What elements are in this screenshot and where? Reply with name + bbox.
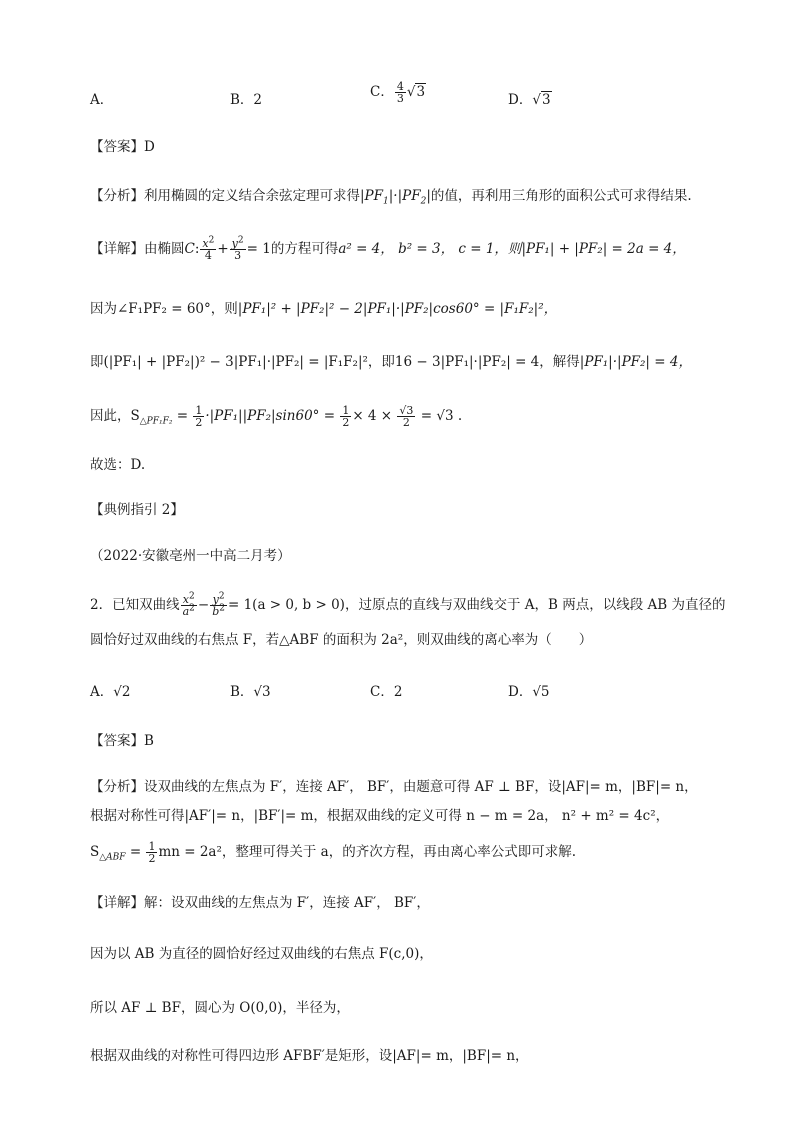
- q2-analysis-line-2: 根据对称性可得|AF′|= n，|BF′|= m，根据双曲线的定义可得 n − m = 2a， n² + m² = 4c²，: [90, 808, 670, 824]
- q2-stem-line-2: 圆恰好过双曲线的右焦点 F，若△ABF 的面积为 2a²，则双曲线的离心率为（ ）: [90, 632, 593, 648]
- q1-detail-line-3: 即(|PF₁| + |PF₂|)² − 3|PF₁|·|PF₂| = |F₁F₂|²，即16 − 3|PF₁|·|PF₂| = 4，解得|PF₁|·|PF₂| = 4，: [90, 354, 692, 370]
- q1-option-c: C． $\frac{4}{3}$ √3: [370, 80, 426, 105]
- q2-detail-line-1: 【详解】解：设双曲线的左焦点为 F′，连接 AF′， BF′，: [90, 895, 430, 911]
- q2-analysis-line-3: $S_{\triangle ABF}$ = $\frac{1}{2}$ mn = 2a²，整理可得关于 a，的齐次方程，再由离心率公式即可求解.: [90, 840, 577, 865]
- q2-detail-line-3: 所以 AF ⊥ BF，圆心为 O(0,0)，半径为，: [90, 1000, 350, 1016]
- analysis-label: 【分析】: [90, 188, 144, 204]
- q2-analysis-line-1: 【分析】设双曲线的左焦点为 F′，连接 AF′， BF′，由题意可得 AF ⊥ BF，设|AF|= m，|BF|= n，: [90, 779, 698, 795]
- q1-detail-line-1: 【详解】由椭圆C: $\frac{x^2}{4}$ + $\frac{y^2}{3}$ = 1的方程可得a² = 4， b² = 3， c = 1，则|PF₁| + |PF₂| = 2a = 4，: [90, 235, 686, 262]
- detail-label: 【详解】: [90, 895, 144, 911]
- detail-label: 【详解】: [90, 241, 144, 257]
- q1-option-d: D．√3: [508, 92, 551, 108]
- q1-options: [90, 80, 650, 112]
- q2-detail-line-2: 因为以 AB 为直径的圆恰好经过双曲线的右焦点 F(c,0)，: [90, 946, 433, 962]
- example-heading: 【典例指引 2】: [90, 502, 184, 518]
- q2-stem-line-1: 2．已知双曲线 $\frac{x^2}{a^2}$ − $\frac{y^2}{b^2}$ = 1(a > 0, b > 0)，过原点的直线与双曲线交于 A，B 两点，以线段 AB 为直径的: [90, 591, 726, 618]
- q1-option-a: A．: [90, 92, 114, 108]
- q2-answer: 【答案】B: [90, 733, 154, 749]
- question-source: （2022·安徽亳州一中高二月考）: [90, 548, 291, 564]
- q2-detail-line-4: 根据双曲线的对称性可得四边形 AFBF′是矩形，设|AF|= m，|BF|= n，: [90, 1048, 529, 1064]
- frac-num: 4: [396, 80, 404, 93]
- q1-conclusion: 故选：D.: [90, 457, 146, 473]
- q1-answer: 【答案】D: [90, 139, 155, 155]
- q1-option-b: B．2: [230, 92, 263, 108]
- q2-option-b: B．√3: [230, 684, 271, 700]
- analysis-label: 【分析】: [90, 779, 144, 795]
- q1-detail-line-2: 因为∠F₁PF₂ = 60°，则|PF₁|² + |PF₂|² − 2|PF₁|·|PF₂|cos60° = |F₁F₂|²，: [90, 301, 558, 317]
- q2-option-c: C．2: [370, 684, 403, 700]
- q2-option-a: A．√2: [90, 684, 131, 700]
- frac-den: 3: [396, 92, 404, 105]
- q2-option-d: D．√5: [508, 684, 550, 700]
- q2-options: [90, 680, 650, 704]
- q1-detail-line-4: 因此，$S_{\triangle PF_1F_2}$ = $\frac{1}{2}$ ·|PF₁||PF₂|sin60° = $\frac{1}{2}$ × 4 × $\frac{√3}{2}$ = √3 .: [90, 404, 463, 429]
- q1-analysis: 【分析】利用椭圆的定义结合余弦定理可求得$|PF_1|\cdot|PF_2|$的值，再利用三角形的面积公式可求得结果.: [90, 188, 692, 207]
